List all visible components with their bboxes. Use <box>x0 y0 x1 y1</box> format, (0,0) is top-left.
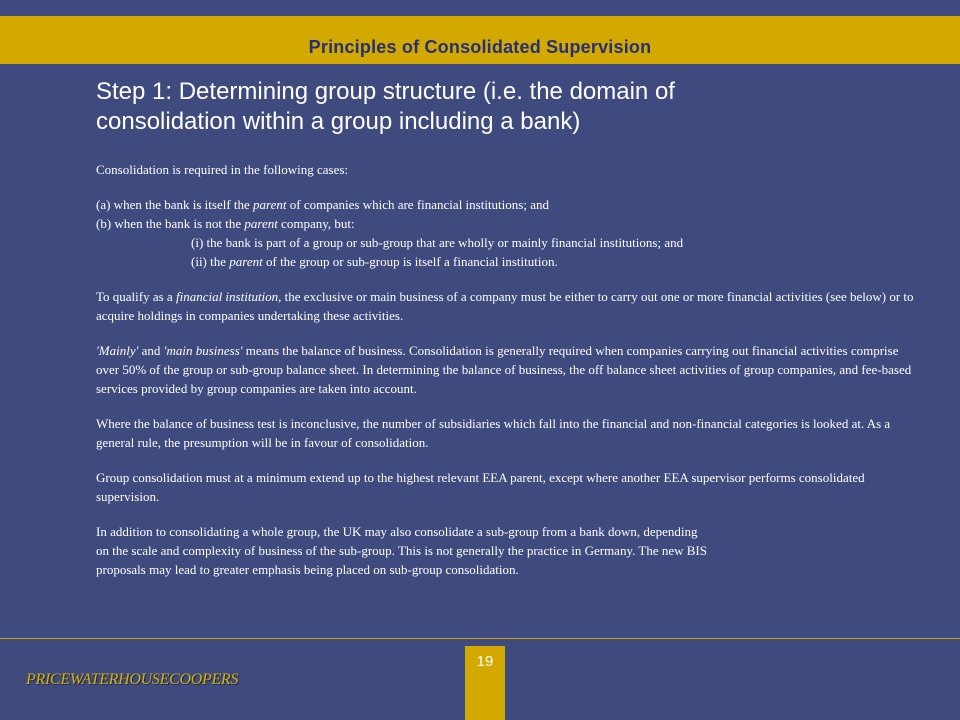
step-heading-line-1: Step 1: Determining group structure (i.e. the domain of <box>96 78 675 105</box>
step-heading <box>96 77 856 137</box>
logo-text: PRICEWATERHOUSECOOPERS <box>26 671 239 688</box>
step-heading-line-2: consolidation within a group including a bank) <box>96 108 581 135</box>
case-b-ii: (ii) the parent of the group or sub-group is itself a financial institution. <box>191 254 558 269</box>
subgroup-line-3: proposals may lead to greater emphasis being placed on sub-group consolidation. <box>96 562 519 577</box>
mainly-paragraph: 'Mainly' and 'main business' means the balance of business. Consolidation is generally required when companies carrying out financial activities comprise over 50% of the group or sub-group balance sheet. In determining the balance of business, the off balance sheet activities of group companies, and fee-based services provided by group companies are taken into account. <box>96 343 912 396</box>
pwc-logo <box>26 671 238 699</box>
balance-test-paragraph: Where the balance of business test is inconclusive, the number of subsidiaries which fall into the financial and non-financial categories is looked at. As a general rule, the presumption will be in favour of consolidation. <box>96 416 891 450</box>
intro-paragraph: Consolidation is required in the following cases: <box>96 162 349 177</box>
case-b-i: (i) the bank is part of a group or sub-group that are wholly or mainly financial institutions; and <box>191 235 684 250</box>
eea-paragraph: Group consolidation must at a minimum extend up to the highest relevant EEA parent, except where another EEA supervisor performs consolidated supervision. <box>96 470 865 504</box>
case-a: (a) when the bank is itself the parent of companies which are financial institutions; and <box>96 197 549 212</box>
financial-institution-paragraph: To qualify as a financial institution, the exclusive or main business of a company must be either to carry out one or more financial activities (see below) or to acquire holdings in companies undertaking these activities. <box>96 289 914 323</box>
footer-divider <box>0 638 960 639</box>
body-text <box>96 160 916 579</box>
subgroup-line-2: on the scale and complexity of business of the sub-group. This is not generally the practice in Germany. The new BIS <box>96 543 707 558</box>
subgroup-line-1: In addition to consolidating a whole group, the UK may also consolidate a sub-group from a bank down, depending <box>96 524 698 539</box>
case-b: (b) when the bank is not the parent company, but: <box>96 216 355 231</box>
subgroup-paragraph <box>96 522 916 579</box>
slide-title: Principles of Consolidated Supervision <box>308 37 652 57</box>
page-number: 19 <box>476 653 494 670</box>
